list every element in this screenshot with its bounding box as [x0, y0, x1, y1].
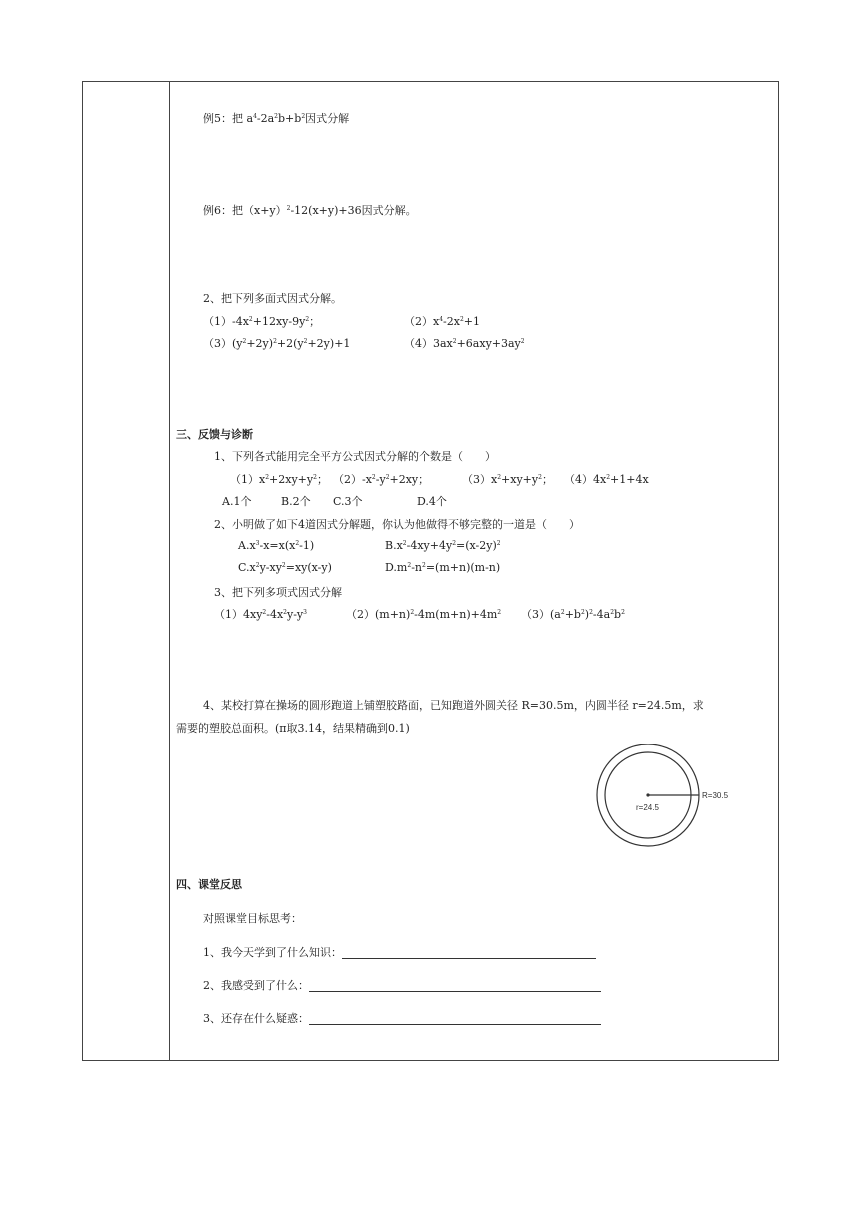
- reflection-3: 3、还存在什么疑惑：: [203, 1010, 601, 1026]
- s3-q3-title: 3、把下列多项式因式分解: [214, 586, 342, 599]
- s3-q2-choice-d: $D.m^2-n^2=(m+n)(m-n)$: [385, 561, 501, 574]
- inner-radius-label: r=24.5: [636, 803, 659, 812]
- reflection-intro: 对照课堂目标思考：: [203, 912, 302, 925]
- s3-q1-title: 1、下列各式能用完全平方公式因式分解的个数是（ ）: [214, 450, 496, 463]
- q2-item-2: $(2)x^4-2x^2+1$: [404, 315, 480, 328]
- section-3-heading: 三、反馈与诊断: [176, 428, 253, 441]
- s3-q3-part-1: $(1)4xy^2-4x^2y-y^3$: [214, 608, 307, 621]
- track-figure: [590, 744, 760, 848]
- s3-q3-part-3: $(3)(a^2+b^2)^2-4a^2b^2$: [521, 608, 625, 621]
- s3-q1-option-2: $(2)-x^2-y^2+2xy$；: [333, 473, 430, 486]
- s3-q2-title: 2、小明做了如下4道因式分解题，你认为他做得不够完整的一道是（ ）: [214, 518, 580, 531]
- example-5: 例5：把 $a^4-2a^2b+b^2$因式分解: [203, 112, 350, 125]
- s3-q1-option-4: $(4)4x^2+1+4x$: [564, 473, 649, 486]
- table-column-divider: [169, 81, 170, 1061]
- example-6: 例6：把$(x+y)^2-12(x+y)+36$因式分解。: [203, 204, 417, 217]
- q2-item-3: $(3)(y^2+2y)^2+2(y^2+2y)+1$: [203, 337, 351, 350]
- s3-q1-choice-b: B.2个: [281, 495, 311, 508]
- q2-title: 2、把下列多面式因式分解。: [203, 292, 342, 305]
- s3-q2-choice-b: $B.x^2-4xy+4y^2=(x-2y)^2$: [385, 539, 501, 552]
- s3-q1-choice-d: D.4个: [417, 495, 447, 508]
- q2-item-4: $(4)3ax^2+6axy+3ay^2$: [404, 337, 525, 350]
- s3-q4-line-1: 4、某校打算在操场的圆形跑道上铺塑胶路面，已知跑道外圆关径 R=30.5m，内圆半径 r=24.5m，求: [203, 699, 704, 712]
- q2-item-1: $(1)-4x^2+12xy-9y^2$；: [203, 315, 321, 328]
- s3-q3-part-2: $(2)(m+n)^2-4m(m+n)+4m^2$: [346, 608, 502, 621]
- reflection-2-blank[interactable]: [309, 979, 601, 992]
- s3-q1-option-3: $(3)x^2+xy+y^2$；: [462, 473, 553, 486]
- section-4-heading: 四、课堂反思: [176, 878, 242, 891]
- reflection-1: 1、我今天学到了什么知识：: [203, 944, 596, 960]
- s3-q1-choice-c: C.3个: [333, 495, 363, 508]
- outer-radius-label: R=30.5: [702, 791, 729, 800]
- s3-q2-choice-c: $C.x^2y-xy^2=xy(x-y)$: [238, 561, 332, 574]
- s3-q2-choice-a: $A.x^3-x=x(x^2-1)$: [238, 539, 315, 552]
- s3-q1-choice-a: A.1个: [222, 495, 252, 508]
- reflection-1-blank[interactable]: [342, 946, 596, 959]
- reflection-2: 2、我感受到了什么：: [203, 977, 601, 993]
- reflection-3-blank[interactable]: [309, 1012, 601, 1025]
- s3-q4-line-2: 需要的塑胶总面积。(π取3.14，结果精确到0.1): [176, 722, 410, 735]
- s3-q1-option-1: $(1)x^2+2xy+y^2$；: [230, 473, 328, 486]
